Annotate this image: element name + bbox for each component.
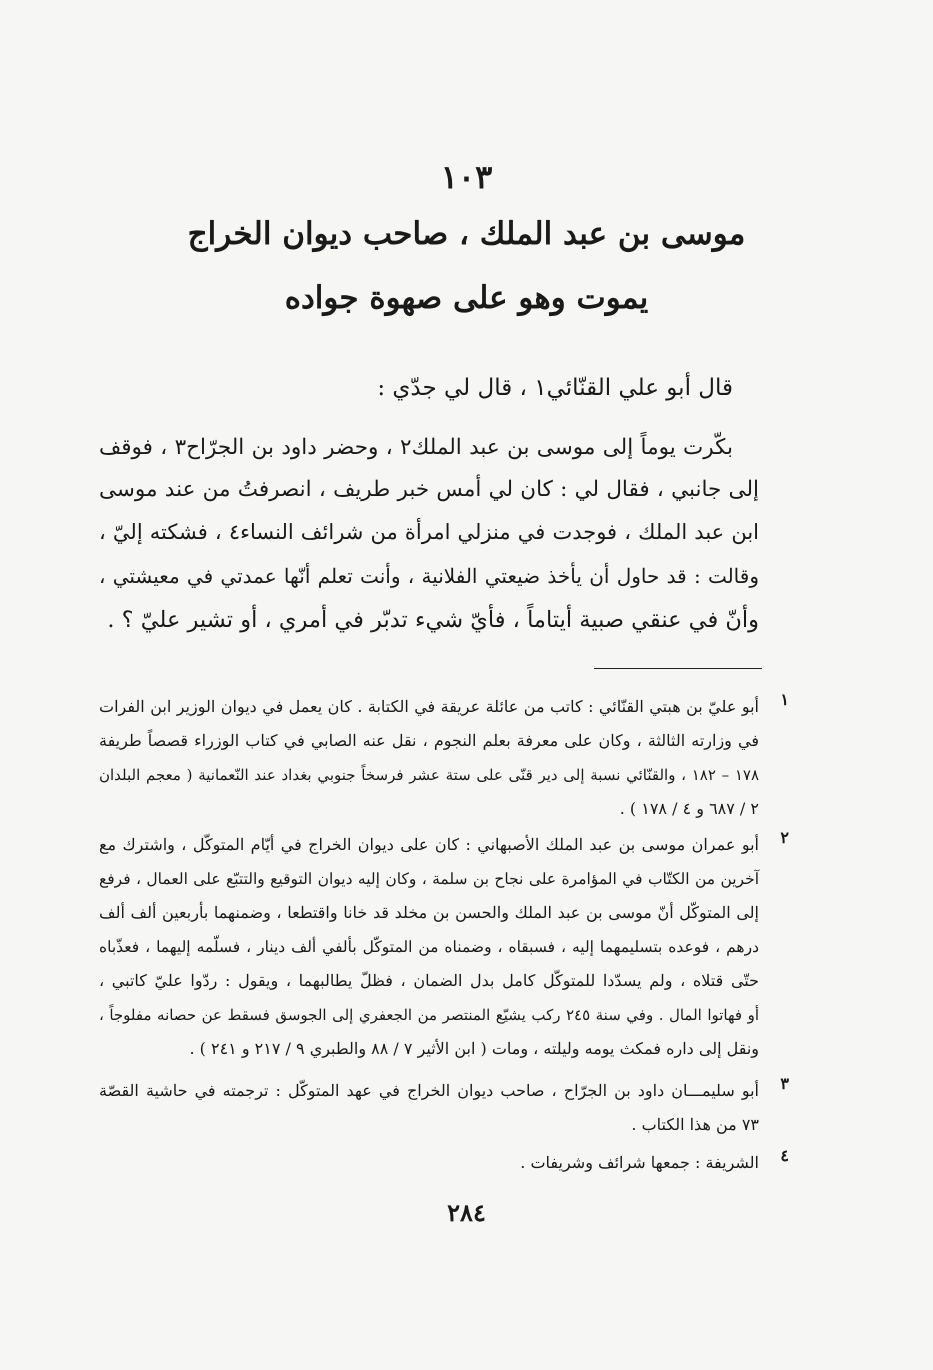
page-number: ٢٨٤ [447,1198,486,1227]
body-line: ابن عبد الملك ، فوجدت في منزلي امرأة من شرائف النساء٤ ، فشكته إليّ ، [99,520,759,544]
footnote [99,690,789,826]
footnote-line: في وزارته الثالثة ، وكان على معرفة بعلم النجوم ، نقل عنه الصابي في كتاب الوزراء قصصاً طريفة [99,731,759,750]
footnote-number: ٣ [780,1074,789,1093]
footnote-line: ونقل إلى داره فمكث يومه وليلته ، ومات ( ابن الأثير ٧ / ٨٨ والطبري ٩ / ٢١٧ و ٢٤١ ) . [189,1039,759,1058]
footnote-line: أبو عمران موسى بن عبد الملك الأصبهاني : كان على ديوان الخراج في أيّام المتوكّل ، واشترك مع [99,835,759,854]
body-line: وأنّ في عنقي صبية أيتاماً ، فأيّ شيء تدبّر في أمري ، أو تشير عليّ ؟ . [107,607,759,633]
body-line: إلى جانبي ، فقال لي : كان لي أمس خبر طريف ، انصرفتُ من عند موسى [99,477,759,502]
footnote-number: ٤ [780,1146,789,1165]
footnote-number: ٢ [780,828,789,847]
footnote-line: ٢ / ٦٨٧ و ٤ / ١٧٨ ) . [619,799,759,818]
footnote-line: أبو عليّ بن هبتي القنّائي : كاتب من عائلة عريقة في الكتابة . كان يعمل في ديوان الوزير ابن الفرات [99,697,759,716]
footnote-line: إلى المتوكّل أنّ موسى بن عبد الملك والحسن بن مخلد قد خانا واقتطعا ، وضمنهما بأربعين ألف ألف [99,903,759,922]
footnote [99,1074,789,1142]
footnote [99,828,789,1066]
body-line: وقالت : قد حاول أن يأخذ ضيعتي الفلانية ، وأنت تعلم أنّها عمدتي في معيشتي ، [99,564,759,588]
footnote-line: ١٧٨ – ١٨٢ ، والقنّائي نسبة إلى دير قنّى على ستة عشر فرسخاً جنوبي بغداد عند النّعمانية ( معجم البلدان [99,766,759,784]
footnote [99,1146,789,1180]
footnote-divider [594,668,762,669]
footnote-line: درهم ، فوعده بتسليمهما إليه ، فسبقاه ، وضمناه من المتوكّل بألفي ألف دينار ، فسلّمه إليهما ، فعذّباه [99,938,759,956]
footnote-number: ١ [780,690,789,709]
footnote-line: أو فهاتوا المال . وفي سنة ٢٤٥ ركب يشيّع المنتصر من الجعفري إلى الجوسق فسقط عن حصانه مفلوجاً ، [99,1006,759,1024]
body-line: قال أبو علي القنّائي١ ، قال لي جدّي : [377,375,733,401]
body-line: بكّرت يوماً إلى موسى بن عبد الملك٢ ، وحضر داود بن الجرّاح٣ ، فوقف [99,435,733,460]
story-title-line-1: موسى بن عبد الملك ، صاحب ديوان الخراج [187,216,746,252]
story-title-line-2: يموت وهو على صهوة جواده [284,280,649,316]
footnote-line: حتّى قتلاه ، ولم يسدّدا للمتوكّل كامل بدل الضمان ، فظلّ يطالبهما ، ويقول : ردّوا عليّ كاتبي ، [99,971,759,990]
footnote-line: أبو سليمـــان داود بن الجرّاح ، صاحب ديوان الخراج في عهد المتوكّل : ترجمته في حاشية القصّة [99,1081,759,1100]
footnote-line: الشريفة : جمعها شرائف وشريفات . [520,1153,759,1172]
footnote-line: ٧٣ من هذا الكتاب . [631,1115,759,1134]
footnote-line: آخرين من الكتّاب في المؤامرة على نجاح بن سلمة ، وكان إليه ديوان التوقيع والتتبّع على العمال ، فرفع [99,870,759,888]
story-number: ١٠٣ [440,158,493,196]
